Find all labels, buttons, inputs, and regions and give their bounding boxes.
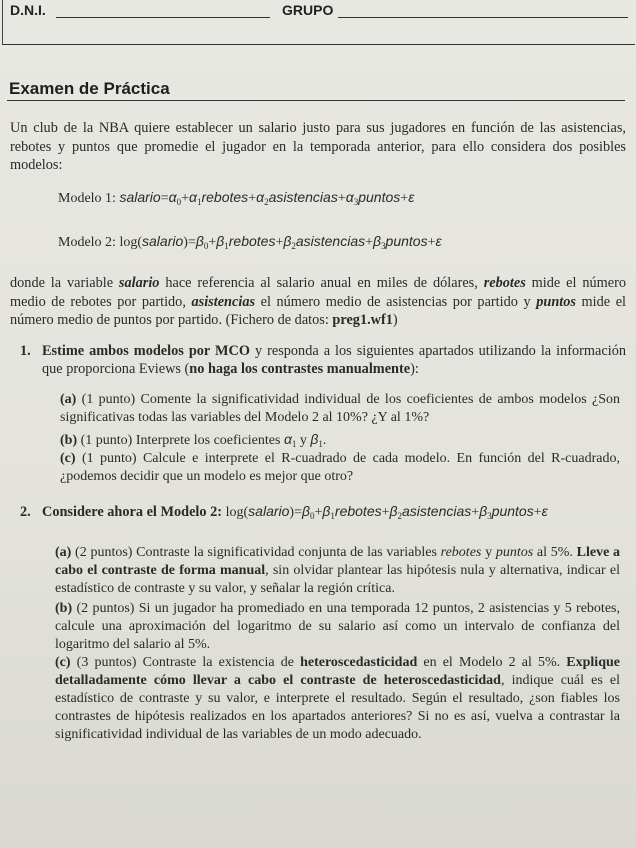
question-2: 2. Considere ahora el Modelo 2: $\log(salario)=\beta_0+\beta_1rebotes+\beta_2asistencias+\beta_3puntos+\varepsilon$ bbox=[20, 503, 548, 521]
model-1-formula: Modelo 1: $salario=\alpha_0+\alpha_1rebotes+\alpha_2asistencias+\alpha_3puntos+\varepsilon$ bbox=[58, 189, 415, 207]
question-1b: (b) (1 punto) Interprete los coeficientes $\alpha_1$ y $\beta_1$. bbox=[60, 431, 327, 449]
model-2-label: Modelo 2: bbox=[58, 235, 116, 250]
title-divider bbox=[7, 100, 625, 101]
dni-label: D.N.I. bbox=[10, 2, 46, 18]
grupo-field[interactable] bbox=[338, 17, 628, 18]
intro-paragraph: Un club de la NBA quiere establecer un salario justo para sus jugadores en función de las asistencias, rebotes y puntos que promedie el jugador en la temporada anterior, para ello considera dos posibles modelos: bbox=[10, 120, 626, 173]
question-1a: (a) (1 punto) Comente la significatividad individual de los coeficientes de ambos modelos ¿Son significativas todas las variables del Modelo 2 al 10%? ¿Y al 1%? bbox=[60, 392, 620, 425]
grupo-label: GRUPO bbox=[282, 2, 334, 18]
question-2c: (c) (3 puntos) Contraste la existencia de heteroscedasticidad en el Modelo 2 al 5%. Explique detalladamente cómo llevar a cabo el contraste de heteroscedasticidad, indique cuál es el estadístico de contraste y su valor, e interprete el resultado. Según el resultado, ¿son fiables los contrastes de hipótesis realizados en los apartados anteriores? Si no es así, vuelva a contrastar la significatividad individual de las variables de un modo adecuado. bbox=[55, 655, 621, 742]
question-2a: (a) (2 puntos) Contraste la significatividad conjunta de las variables rebotes y puntos al 5%. Lleve a cabo el contraste de forma manual, sin olvidar plantear las hipótesis nula y alternativa, indicar el estadístico de contraste y su valor, y señalar la región crítica. bbox=[55, 545, 621, 596]
model-2-formula: Modelo 2: $\log(salario)=\beta_0+\beta_1rebotes+\beta_2asistencias+\beta_3puntos+\varepsilon$ bbox=[58, 233, 442, 251]
dni-field[interactable] bbox=[56, 17, 270, 18]
question-1c: (c) (1 punto) Calcule e interprete el R-cuadrado de cada modelo. En función del R-cuadrado, ¿podemos decidir que un modelo es mejor que otro? bbox=[60, 451, 620, 484]
page-title: Examen de Práctica bbox=[9, 79, 170, 98]
model-1-label: Modelo 1: bbox=[58, 191, 116, 206]
question-2b: (b) (2 puntos) Si un jugador ha promediado en una temporada 12 puntos, 2 asistencias y 5 rebotes, calcule una aproximación del logaritmo de su salario así como un intervalo de confianza del logaritmo del salario al 5%. bbox=[55, 601, 620, 652]
question-1: 1. Estime ambos modelos por MCO y responda a los siguientes apartados utilizando la información que proporciona Eviews (no haga los contrastes manualmente): bbox=[20, 343, 626, 377]
variables-paragraph: donde la variable salario hace referencia al salario anual en miles de dólares, rebotes mide el número medio de rebotes por partido, asistencias el número medio de asistencias por partido y puntos mide el número medio de puntos por partido. (Fichero de datos: preg1.wf1) bbox=[10, 275, 627, 328]
data-file-name: preg1.wf1 bbox=[332, 312, 393, 328]
